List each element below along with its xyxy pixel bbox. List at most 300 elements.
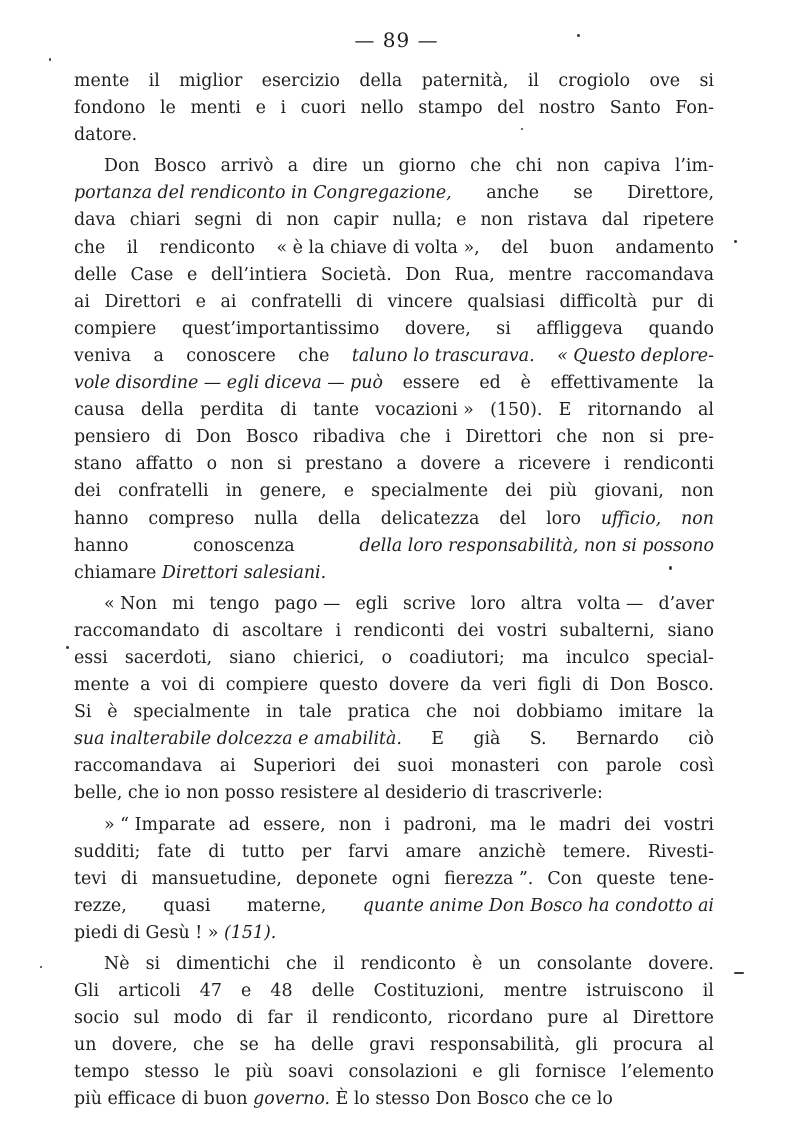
word: stesso [144, 1062, 200, 1083]
text-line [74, 1086, 714, 1113]
word: e [195, 291, 206, 312]
word: Santo [609, 98, 661, 119]
word: mansuetudine, [151, 868, 282, 889]
text-line [74, 591, 714, 618]
word: cuori [300, 98, 346, 119]
word: di [212, 620, 230, 641]
word: del [499, 508, 527, 529]
word: « è la chiave di volta », [276, 237, 480, 258]
word: coadiutori; [409, 647, 505, 668]
word: mente [74, 71, 130, 91]
word: ad [228, 814, 250, 835]
word: Società. [320, 264, 392, 285]
word: modo [173, 1008, 223, 1029]
word: non [480, 210, 514, 231]
word: fierezza ”. [444, 868, 534, 889]
word: « Non [104, 593, 158, 614]
word: piedi [74, 922, 118, 943]
text-line [74, 672, 714, 699]
word: di [208, 841, 225, 862]
word: quasi [163, 895, 211, 916]
word: volta — [577, 593, 644, 614]
word: tempo [74, 1062, 130, 1083]
word: delicatezza [380, 508, 480, 529]
text-line [74, 478, 714, 505]
word: nello [360, 98, 404, 119]
word: del [501, 237, 529, 258]
word: sacerdoti, [124, 647, 213, 668]
word: E [431, 729, 444, 750]
word: raccomandava [74, 756, 203, 777]
text-line [74, 812, 714, 839]
body-text [74, 68, 714, 1114]
word: non [602, 427, 635, 448]
word: 48 [270, 981, 293, 1002]
word: non [230, 454, 264, 475]
word: che [285, 954, 318, 974]
word: causa [74, 400, 125, 421]
word: dobbiamo [516, 702, 603, 723]
word: chierici, [292, 647, 365, 668]
scan-speck [577, 34, 580, 37]
word: non [338, 814, 372, 835]
word: noi [473, 702, 501, 723]
word: quest’importantissimo [181, 318, 380, 339]
word: un [74, 1035, 97, 1056]
word: E [558, 400, 572, 421]
word: di [120, 868, 138, 889]
word: articoli [118, 981, 181, 1002]
word: (151). [223, 922, 277, 943]
word: di [236, 1008, 254, 1029]
word: più [245, 1062, 274, 1083]
word: stano [74, 454, 122, 475]
word: a [140, 675, 151, 696]
word: e [241, 981, 252, 1002]
word: dell’intiera [210, 264, 308, 285]
word: Bosco. [656, 675, 714, 696]
word: posso [224, 783, 275, 804]
word: dovere. [648, 954, 714, 974]
word: questo [318, 675, 378, 696]
word: dei [457, 620, 485, 641]
text-line [74, 262, 714, 289]
word: Rua, [454, 264, 495, 285]
word: resistere [280, 783, 359, 804]
word: i [604, 454, 610, 475]
word: fondono [74, 98, 146, 119]
word: quando [648, 318, 714, 339]
word: mi [172, 593, 195, 614]
word: i [335, 620, 342, 641]
word: siano [229, 647, 276, 668]
word: queste [596, 868, 656, 889]
word: buon [203, 1089, 248, 1110]
scan-speck [734, 972, 744, 974]
word: miglior [179, 71, 243, 91]
word: a [153, 345, 164, 366]
text-line [74, 289, 714, 316]
word: l’elemento [621, 1062, 714, 1083]
word: si [277, 454, 292, 475]
word: quante anime Don Bosco ha condotto ai [362, 895, 714, 916]
word: Fon- [675, 98, 714, 119]
word: e [343, 481, 355, 502]
word: già [473, 729, 501, 750]
word: dei [623, 814, 651, 835]
word: ai [74, 291, 90, 312]
word: specialmente [133, 702, 251, 723]
word: dava [74, 210, 116, 231]
word: per [301, 841, 332, 862]
word: che [470, 156, 502, 177]
word: tevi [74, 868, 107, 889]
word: monasteri [450, 756, 540, 777]
word: che [534, 1089, 566, 1110]
word: o [206, 454, 218, 475]
word: Con [547, 868, 583, 889]
word: socio [74, 1008, 120, 1029]
word: della loro responsabilità, non si possono [359, 535, 714, 556]
word: i [280, 98, 287, 119]
text-line [74, 506, 714, 533]
word: ed [479, 373, 501, 394]
text-line [74, 645, 714, 672]
word: e [255, 98, 266, 119]
word: perdita [200, 400, 264, 421]
word: compiere [225, 675, 309, 696]
word: tengo [209, 593, 260, 614]
word: voi [161, 675, 188, 696]
word: pensiero [74, 427, 151, 448]
word: rendiconti [353, 620, 445, 641]
word: delle [74, 264, 117, 285]
word: anzichè [478, 841, 546, 862]
word: rendiconto, [332, 1008, 434, 1029]
word: ciò [688, 729, 714, 750]
word: Gli [74, 981, 100, 1002]
word: stampo [418, 98, 483, 119]
text-line [74, 95, 714, 122]
word: effettivamente [550, 373, 679, 394]
text-line [74, 424, 714, 451]
word: confratelli [118, 481, 209, 502]
page-number: — 89 — [354, 28, 439, 52]
word: e [456, 210, 467, 231]
word: dei [74, 481, 101, 502]
word: è [520, 373, 531, 394]
word: sul [133, 1008, 160, 1029]
word: (150). [490, 400, 543, 421]
word: Direttori [104, 291, 181, 312]
word: consolazioni [348, 1062, 458, 1083]
word: sua inalterabile dolcezza e amabilità. [74, 729, 402, 750]
word: delle [311, 981, 355, 1002]
word: che [425, 702, 458, 723]
word: capiva [603, 156, 661, 177]
word: al [697, 1035, 714, 1056]
word: che [74, 237, 106, 258]
word: del [497, 98, 525, 119]
word: e [472, 1062, 483, 1083]
scan-speck [669, 566, 672, 570]
word: dal [601, 210, 629, 231]
word: dovere [420, 454, 481, 475]
word: della [317, 508, 361, 529]
word: ribadiva [312, 427, 386, 448]
scan-speck [40, 966, 42, 968]
word: dovere, [404, 318, 471, 339]
word: Nè [104, 954, 130, 974]
word: la [698, 702, 714, 723]
word: tutto [241, 841, 285, 862]
text-line [74, 726, 714, 753]
word: i [384, 814, 391, 835]
word: hanno [74, 508, 129, 529]
word: Don [195, 427, 232, 448]
scan-speck [66, 646, 69, 649]
word: ufficio, [600, 508, 662, 529]
word: in [225, 481, 243, 502]
word: un [498, 954, 521, 974]
text-line [74, 1005, 714, 1032]
word: Bosco [476, 1089, 529, 1110]
word: ritornando [587, 400, 682, 421]
word: rendiconto [360, 954, 456, 974]
word: il [333, 954, 345, 974]
word: di [164, 427, 182, 448]
word: 47 [199, 981, 222, 1002]
word: padroni, [403, 814, 477, 835]
word: qualsiasi [467, 291, 545, 312]
text-line [74, 893, 714, 920]
word: compreso [148, 508, 235, 529]
scan-speck [734, 240, 737, 243]
word: le [529, 814, 546, 835]
word: amare [405, 841, 462, 862]
word: ascoltare [241, 620, 323, 641]
word: nulla; [392, 210, 443, 231]
word: tale [298, 702, 332, 723]
word: Costituzioni, [373, 981, 485, 1002]
word: figli [537, 675, 572, 696]
word: dovere, [111, 1035, 178, 1056]
word: taluno lo trascurava. [351, 345, 535, 366]
word: i [445, 427, 451, 448]
word: ripetere [642, 210, 714, 231]
word: veniva [74, 345, 132, 366]
word: io [164, 783, 181, 804]
word: conoscere [186, 345, 276, 366]
text-line [74, 780, 714, 807]
text-line [74, 68, 714, 95]
paragraph [74, 951, 714, 1114]
word: di [697, 291, 714, 312]
text-line [74, 978, 714, 1005]
word: dei [353, 756, 381, 777]
word: da [460, 675, 482, 696]
word: essere [402, 373, 460, 394]
word: gravi [369, 1035, 415, 1056]
word: giorno [398, 156, 456, 177]
word: esercizio [261, 71, 340, 91]
word: arrivò [220, 156, 274, 177]
word: portanza del rendiconto in Congregazione, [74, 183, 452, 204]
word: gli [575, 1035, 598, 1056]
word: tante [313, 400, 359, 421]
word: ai [220, 291, 237, 312]
word: Gesù ! » [145, 922, 219, 943]
word: se [239, 1035, 259, 1056]
word: della [140, 400, 184, 421]
word: altra [520, 593, 563, 614]
word: special- [646, 647, 714, 668]
word: fate [157, 841, 192, 862]
word: gli [497, 1062, 521, 1083]
word: così [679, 756, 714, 777]
word: vostri [496, 620, 547, 641]
word: Don [609, 675, 646, 696]
word: loro [470, 593, 506, 614]
word: dovere [388, 675, 450, 696]
word: materne, [246, 895, 327, 916]
word: giovani, [594, 481, 664, 502]
word: loro [546, 508, 581, 529]
word: siano [667, 620, 714, 641]
word: belle, [74, 783, 123, 804]
text-line [74, 920, 714, 947]
word: Case [130, 264, 174, 285]
text-line [74, 951, 714, 978]
text-line [74, 1059, 714, 1086]
text-line [74, 618, 714, 645]
word: S. [529, 729, 547, 750]
word: Superiori [253, 756, 336, 777]
word: non [556, 156, 590, 177]
word: nostro [538, 98, 596, 119]
word: prestano [305, 454, 383, 475]
word: madri [558, 814, 611, 835]
word: Bernardo [575, 729, 659, 750]
word: a [287, 156, 299, 177]
word: desiderio [385, 783, 467, 804]
word: dei [505, 481, 533, 502]
word: Direttore, [627, 183, 714, 204]
word: affatto [135, 454, 194, 475]
word: ma [490, 814, 517, 835]
word: « Questo deplore- [557, 345, 714, 366]
word: le [159, 98, 176, 119]
word: di [198, 675, 215, 696]
word: di [280, 400, 297, 421]
word: stesso [375, 1089, 430, 1110]
word: ogni [391, 868, 431, 889]
word: Don [104, 156, 140, 177]
scan-speck [521, 128, 523, 130]
word: o [381, 647, 392, 668]
word: mentre [503, 981, 568, 1002]
word: compiere [74, 318, 157, 339]
text-line [74, 180, 714, 207]
word: farvi [348, 841, 389, 862]
word: inculco [565, 647, 630, 668]
word: procura [613, 1035, 683, 1056]
word: a [396, 454, 407, 475]
word: trascriverle: [494, 783, 603, 804]
word: in [266, 702, 283, 723]
word: datore. [74, 125, 138, 146]
word: raccomandava [585, 264, 714, 285]
text-line [74, 397, 714, 424]
word: al [602, 1008, 619, 1029]
word: ma [521, 647, 549, 668]
word: di [472, 783, 489, 804]
word: il [306, 1008, 318, 1029]
text-line [74, 451, 714, 478]
word: di [255, 210, 273, 231]
word: pure [547, 1008, 589, 1029]
word: di [356, 291, 373, 312]
word: andamento [615, 237, 714, 258]
word: Don [405, 264, 441, 285]
word: pago — [274, 593, 341, 614]
word: suoi [397, 756, 434, 777]
word: vocazioni » [375, 400, 474, 421]
text-line [74, 370, 714, 397]
word: è [471, 954, 483, 974]
text-line [74, 753, 714, 780]
word: chiamare [74, 562, 157, 583]
word: mentre [508, 264, 572, 285]
word: raccomandato [74, 620, 200, 641]
word: egli [355, 593, 388, 614]
text-line [74, 839, 714, 866]
word: si [145, 954, 161, 974]
word: rendiconti [623, 454, 714, 475]
word: non [681, 508, 714, 529]
text-line [74, 316, 714, 343]
word: veri [492, 675, 527, 696]
word: deponete [295, 868, 378, 889]
word: ai [219, 756, 236, 777]
word: fornisce [535, 1062, 607, 1083]
word: lo [353, 1089, 370, 1110]
word: pur [651, 291, 683, 312]
word: che [399, 427, 431, 448]
word: e [186, 264, 198, 285]
word: ricordano [447, 1008, 533, 1029]
word: nulla [254, 508, 298, 529]
word: il [702, 981, 714, 1002]
text-line [74, 343, 714, 370]
word: le [214, 1062, 231, 1083]
word: delle [311, 1035, 354, 1056]
word: mente [74, 675, 130, 696]
word: l’im- [674, 156, 714, 177]
word: rezze, [74, 895, 127, 916]
text-line [74, 560, 714, 587]
word: imitare [618, 702, 683, 723]
word: Direttori salesiani. [161, 562, 327, 583]
word: conoscenza [193, 535, 295, 556]
word: Rivesti- [647, 841, 714, 862]
word: essere, [263, 814, 326, 835]
text-line [74, 235, 714, 262]
word: lo [596, 1089, 613, 1110]
word: crogiolo [558, 71, 631, 91]
word: sudditi; [74, 841, 141, 862]
word: più [549, 481, 578, 502]
